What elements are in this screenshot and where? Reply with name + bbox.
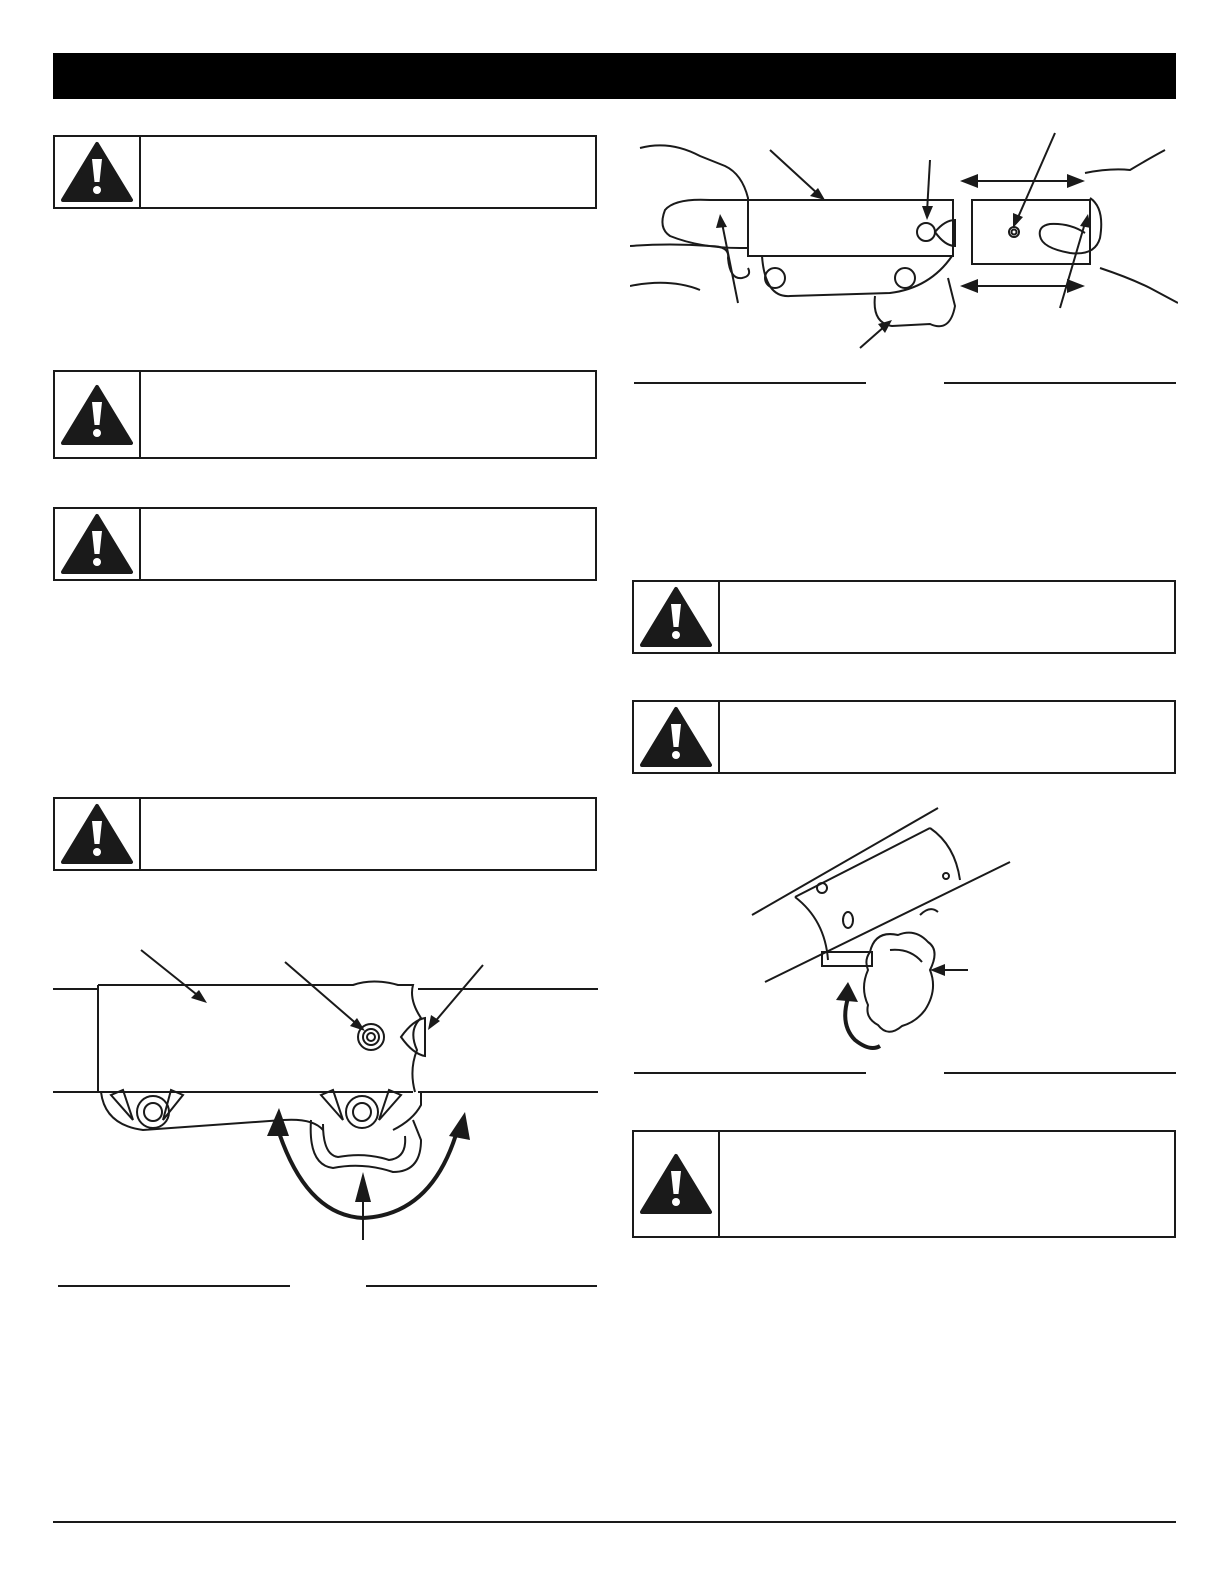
warning-triangle-icon [55, 799, 141, 869]
knob-tighten-figure [740, 800, 1020, 1060]
warning-box [53, 797, 597, 871]
warning-box [53, 135, 597, 209]
footer-rule [53, 1521, 1176, 1523]
warning-triangle-icon [55, 509, 141, 579]
section-header-bar [53, 53, 1176, 99]
warning-box [53, 507, 597, 581]
caption-rule-right [944, 1072, 1176, 1074]
shaft-alignment-figure [630, 128, 1178, 353]
caption-rule-left [634, 382, 866, 384]
coupler-handle-figure [53, 940, 598, 1250]
caption-rule-right [944, 382, 1176, 384]
caption-rule-left [58, 1285, 290, 1287]
warning-triangle-icon [55, 372, 141, 457]
warning-triangle-icon [55, 137, 141, 207]
warning-box [632, 700, 1176, 774]
caption-rule-right [366, 1285, 597, 1287]
caption-rule-left [634, 1072, 866, 1074]
warning-box [632, 1130, 1176, 1238]
warning-triangle-icon [634, 1132, 720, 1236]
warning-triangle-icon [634, 702, 720, 772]
section-title [53, 65, 67, 87]
warning-triangle-icon [634, 582, 720, 652]
warning-box [632, 580, 1176, 654]
warning-box [53, 370, 597, 459]
